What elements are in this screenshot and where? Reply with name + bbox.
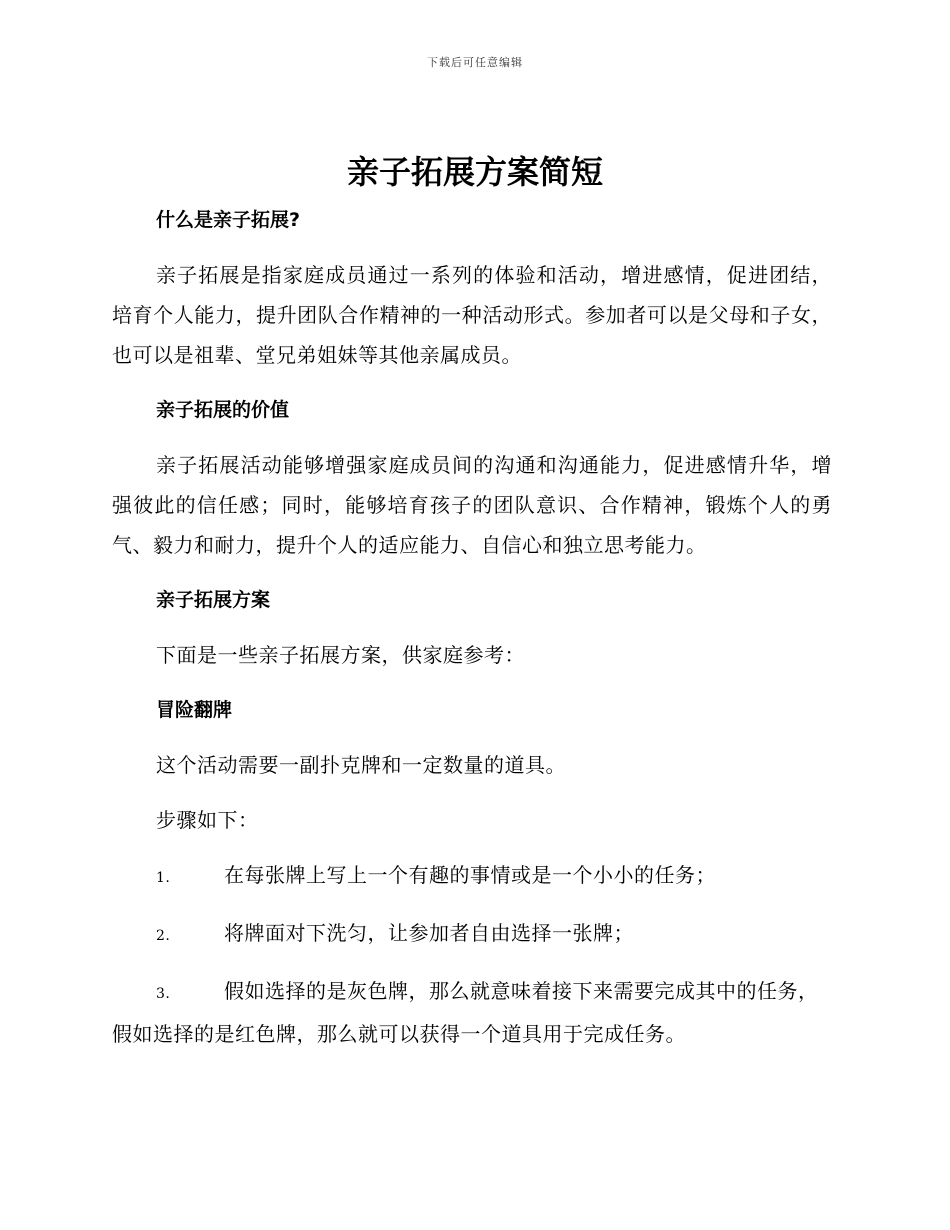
list-number: 3. [156,986,171,1002]
steps-label: 步骤如下： [156,808,259,832]
paragraph-value: 亲子拓展活动能够增强家庭成员间的沟通和沟通能力，促进感情升华，增强彼此的信任感；同时，能够培育孩子的团队意识、合作精神，锻炼个人的勇气、毅力和耐力，提升个人的适应能力、自信心和独立思考能力。 [112,453,832,557]
heading-adventure: 冒险翻牌 [156,699,233,721]
list-text: 在每张牌上写上一个有趣的事情或是一个小小的任务； [224,863,716,887]
paragraph-what-is: 亲子拓展是指家庭成员通过一系列的体验和活动，增进感情，促进团结，培育个人能力，提升团队合作精神的一种活动形式。参加者可以是父母和子女，也可以是祖辈、堂兄弟姐妹等其他亲属成员。 [112,263,832,367]
list-item [112,913,832,956]
heading-what-is: 什么是亲子拓展? [156,209,301,231]
list-text: 假如选择的是灰色牌，那么就意味着接下来需要完成其中的任务，假如选择的是红色牌，那么就可以获得一个道具用于完成任务。 [112,979,819,1046]
list-number: 1. [156,870,171,886]
list-number: 2. [156,928,171,944]
paragraph-plan-intro: 下面是一些亲子拓展方案，供家庭参考： [156,643,525,667]
paragraph-adventure-desc: 这个活动需要一副扑克牌和一定数量的道具。 [156,753,566,777]
list-item [112,971,832,1054]
header-note: 下载后可任意编辑 [427,56,523,69]
list-text: 将牌面对下洗匀，让参加者自由选择一张牌； [224,921,634,945]
document-body [112,200,832,1054]
page-title: 亲子拓展方案简短 [346,153,603,191]
list-item [112,855,832,898]
heading-value: 亲子拓展的价值 [156,399,290,421]
heading-plan: 亲子拓展方案 [156,589,271,611]
